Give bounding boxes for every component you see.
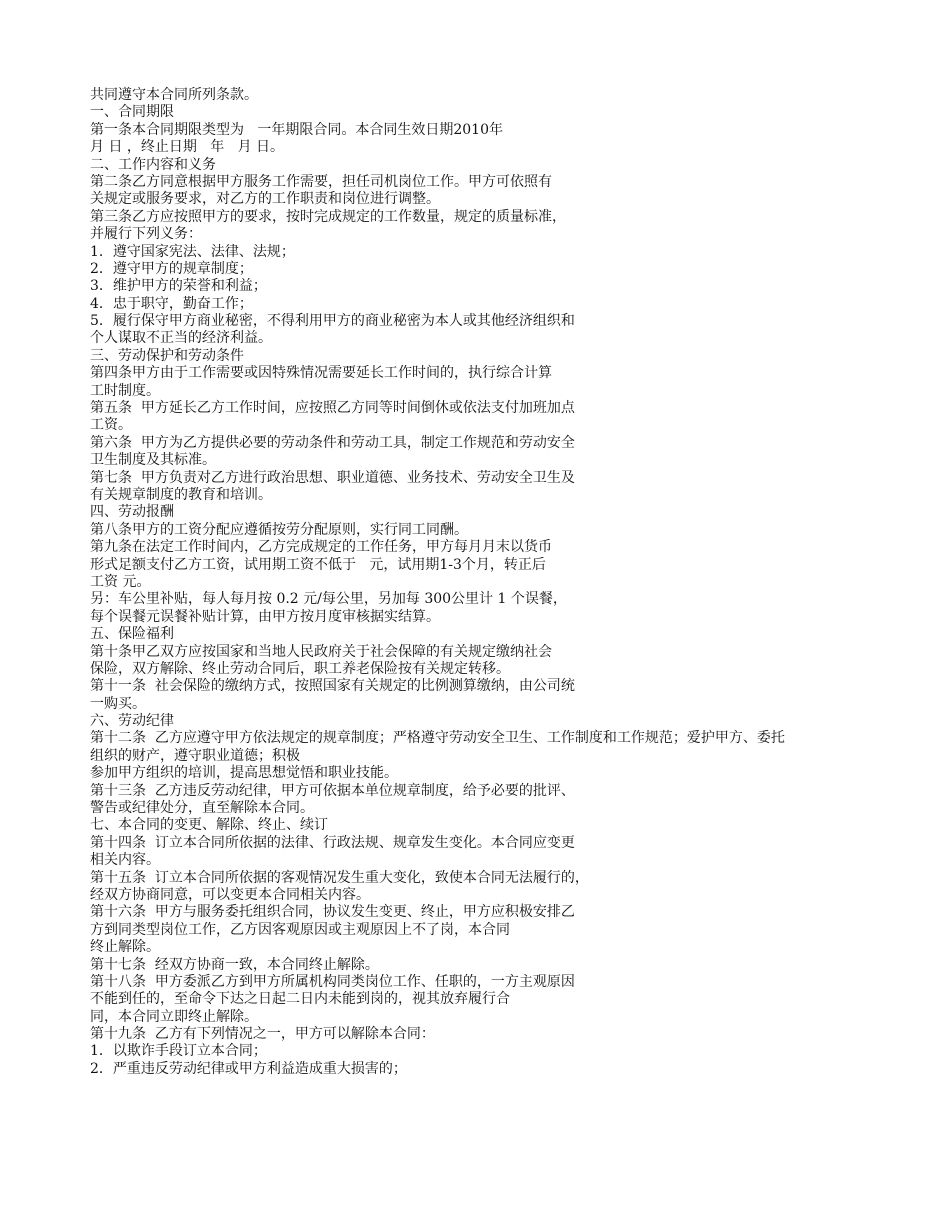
text-line: 保险，双方解除、终止劳动合同后，职工养老保险按有关规定转移。	[90, 660, 510, 677]
text-line: 工资 元。	[90, 573, 151, 590]
text-line: 月 日 ，终止日期 年 月 日。	[90, 139, 285, 156]
text-line: 第八条甲方的工资分配应遵循按劳分配原则，实行同工同酬。	[90, 521, 468, 538]
text-line: 个人谋取不正当的经济利益。	[90, 330, 272, 347]
text-line: 第十九条 乙方有下列情况之一，甲方可以解除本合同：	[90, 1026, 435, 1043]
text-line: 第十一条 社会保险的缴纳方式，按照国家有关规定的比例测算缴纳，由公司统	[90, 678, 575, 695]
text-line: 第一条本合同期限类型为 一年期限合同。本合同生效日期2010年	[90, 121, 503, 138]
text-line: 4．忠于职守，勤奋工作；	[90, 295, 253, 312]
text-line: 2．严重违反劳动纪律或甲方利益造成重大损害的；	[90, 1060, 407, 1077]
text-line: 第五条 甲方延长乙方工作时间，应按照乙方同等时间倒休或依法支付加班加点	[90, 400, 575, 417]
text-line: 第十五条 订立本合同所依据的客观情况发生重大变化，致使本合同无法履行的，	[90, 869, 589, 886]
document-body	[90, 87, 890, 1078]
text-line: 5．履行保守甲方商业秘密，不得利用甲方的商业秘密为本人或其他经济组织和	[90, 313, 575, 330]
text-line: 第十七条 经双方协商一致，本合同终止解除。	[90, 956, 379, 973]
text-line: 第十二条 乙方应遵守甲方依法规定的规章制度；严格遵守劳动安全卫生、工作制度和工作规范；爱护甲方、委托	[90, 730, 785, 747]
text-line: 工资。	[90, 417, 132, 434]
text-line: 同，本合同立即终止解除。	[90, 1008, 258, 1025]
text-line: 七、本合同的变更、解除、终止、续订	[90, 817, 328, 834]
text-line: 关规定或服务要求，对乙方的工作职责和岗位进行调整。	[90, 191, 440, 208]
text-line: 有关规章制度的教育和培训。	[90, 486, 272, 503]
text-line: 第十六条 甲方与服务委托组织合同，协议发生变更、终止，甲方应积极安排乙	[90, 904, 575, 921]
text-line: 第三条乙方应按照甲方的要求，按时完成规定的工作数量，规定的质量标准，	[90, 208, 566, 225]
text-line: 2．遵守甲方的规章制度；	[90, 260, 253, 277]
text-line: 五、保险福利	[90, 626, 174, 643]
text-line: 二、工作内容和义务	[90, 156, 216, 173]
text-line: 不能到任的，至命令下达之日起二日内未能到岗的，视其放弃履行合	[90, 991, 510, 1008]
text-line: 第六条 甲方为乙方提供必要的劳动条件和劳动工具，制定工作规范和劳动安全	[90, 434, 575, 451]
text-line: 终止解除。	[90, 939, 160, 956]
text-line: 组织的财产，遵守职业道德；积极	[90, 747, 300, 764]
text-line: 工时制度。	[90, 382, 160, 399]
text-line: 一、合同期限	[90, 104, 174, 121]
text-line: 三、劳动保护和劳动条件	[90, 347, 244, 364]
text-line: 形式足额支付乙方工资，试用期工资不低于 元，试用期1-3个月，转正后	[90, 556, 546, 573]
text-line: 四、劳动报酬	[90, 504, 174, 521]
text-line: 第九条在法定工作时间内，乙方完成规定的工作任务，甲方每月月末以货币	[90, 539, 552, 556]
text-line: 六、劳动纪律	[90, 713, 174, 730]
text-line: 参加甲方组织的培训，提高思想觉悟和职业技能。	[90, 765, 398, 782]
text-line: 相关内容。	[90, 852, 160, 869]
text-line: 第十三条 乙方违反劳动纪律，甲方可依据本单位规章制度，给予必要的批评、	[90, 782, 575, 799]
text-line: 1．以欺诈手段订立本合同；	[90, 1043, 267, 1060]
text-line: 第十四条 订立本合同所依据的法律、行政法规、规章发生变化。本合同应变更	[90, 834, 575, 851]
text-line: 经双方协商同意，可以变更本合同相关内容。	[90, 886, 370, 903]
text-line: 共同遵守本合同所列条款。	[90, 87, 258, 103]
text-line: 第四条甲方由于工作需要或因特殊情况需要延长工作时间的，执行综合计算	[90, 365, 552, 382]
text-line: 第十八条 甲方委派乙方到甲方所属机构同类岗位工作、任职的，一方主观原因	[90, 973, 575, 990]
text-line: 卫生制度及其标准。	[90, 452, 216, 469]
text-line: 第二条乙方同意根据甲方服务工作需要，担任司机岗位工作。甲方可依照有	[90, 173, 552, 190]
text-line: 方到同类型岗位工作，乙方因客观原因或主观原因上不了岗，本合同	[90, 921, 510, 938]
text-line: 1．遵守国家宪法、法律、法规；	[90, 243, 295, 260]
text-line: 警告或纪律处分，直至解除本合同。	[90, 800, 314, 817]
text-line: 每个误餐元误餐补贴计算，由甲方按月度审核据实结算。	[90, 608, 440, 625]
text-line: 另：车公里补贴，每人每月按 0.2 元/每公里，另加每 300公里计 1 个误餐，	[90, 591, 567, 608]
text-line: 3．维护甲方的荣誉和利益；	[90, 278, 267, 295]
text-line: 第七条 甲方负责对乙方进行政治思想、职业道德、业务技术、劳动安全卫生及	[90, 469, 575, 486]
text-line: 一购买。	[90, 695, 146, 712]
text-line: 并履行下列义务：	[90, 226, 202, 243]
text-line: 第十条甲乙双方应按国家和当地人民政府关于社会保障的有关规定缴纳社会	[90, 643, 552, 660]
